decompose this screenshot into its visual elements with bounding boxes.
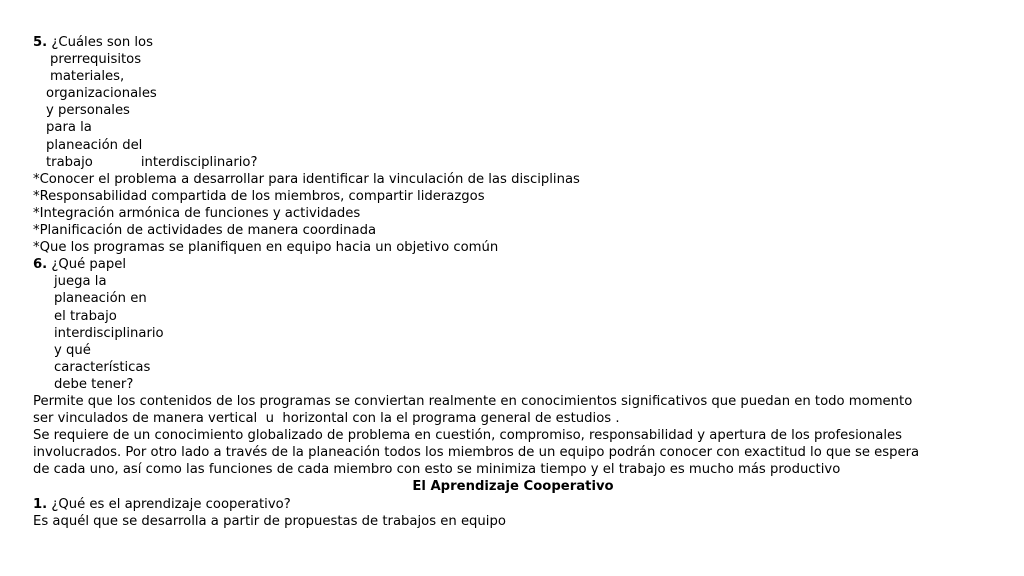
q6-number: 6.	[33, 257, 48, 273]
q5-line-3: materiales,	[50, 69, 125, 85]
q5-line-1	[33, 34, 993, 51]
q5-line-7: planeación del	[46, 137, 143, 153]
q1-number: 1.	[33, 496, 48, 512]
q6-line-2: juega la	[54, 274, 107, 290]
q5-answer-3: *Integración armónica de funciones y actividades	[33, 205, 361, 221]
q6-line-5: interdisciplinario	[54, 325, 164, 341]
q5-text-8b: interdisciplinario?	[140, 154, 258, 170]
document-page	[33, 34, 993, 530]
q1-question: ¿Qué es el aprendizaje cooperativo?	[47, 496, 291, 512]
q6-line-8: debe tener?	[54, 376, 134, 392]
q6-line-6: y qué	[54, 342, 91, 358]
q6-text-1: ¿Qué papel	[51, 257, 127, 273]
q5-answer-5: *Que los programas se planifiquen en equipo hacia un objetivo común	[33, 240, 499, 256]
q6-answer-2b: involucrados. Por otro lado a través de la planeación todos los miembros de un equipo podrán conocer con exactitud lo que se espera	[33, 445, 920, 461]
q6-answer-2a: Se requiere de un conocimiento globalizado de problema en cuestión, compromiso, responsabilidad y apertura de los profesionales	[33, 428, 902, 444]
q6-line-3: planeación en	[54, 291, 147, 307]
q5-number: 5.	[33, 35, 48, 50]
q6-answer-2c: de cada uno, así como las funciones de cada miembro con esto se minimiza tiempo y el trabajo es mucho más productivo	[33, 462, 841, 478]
q6-answer-1a: Permite que los contenidos de los programas se conviertan realmente en conocimientos significativos que puedan en todo momento	[33, 393, 913, 409]
q5-text-1: ¿Cuáles son los	[51, 35, 153, 50]
q6-answer-1b: ser vinculados de manera vertical u horizontal con la el programa general de estudios .	[33, 411, 620, 427]
q5-line-6: para la	[46, 120, 92, 136]
q5-line-5: y personales	[46, 103, 130, 119]
q5-text-8a: trabajo	[46, 154, 93, 170]
section-title: El Aprendizaje Cooperativo	[412, 479, 614, 495]
q5-line-8	[33, 154, 993, 171]
q5-answer-2: *Responsabilidad compartida de los miembros, compartir liderazgos	[33, 188, 485, 204]
q5-answer-1: *Conocer el problema a desarrollar para identificar la vinculación de las disciplinas	[33, 171, 580, 187]
q6-line-7: características	[54, 359, 151, 375]
q5-line-4: organizacionales	[46, 86, 157, 102]
q1-answer: Es aquél que se desarrolla a partir de propuestas de trabajos en equipo	[33, 513, 506, 529]
q6-line-4: el trabajo	[54, 308, 117, 324]
q6-line-1	[33, 256, 993, 273]
q5-answer-4: *Planificación de actividades de manera coordinada	[33, 223, 377, 239]
q5-line-2: prerrequisitos	[50, 52, 142, 68]
q1-line	[33, 496, 993, 513]
